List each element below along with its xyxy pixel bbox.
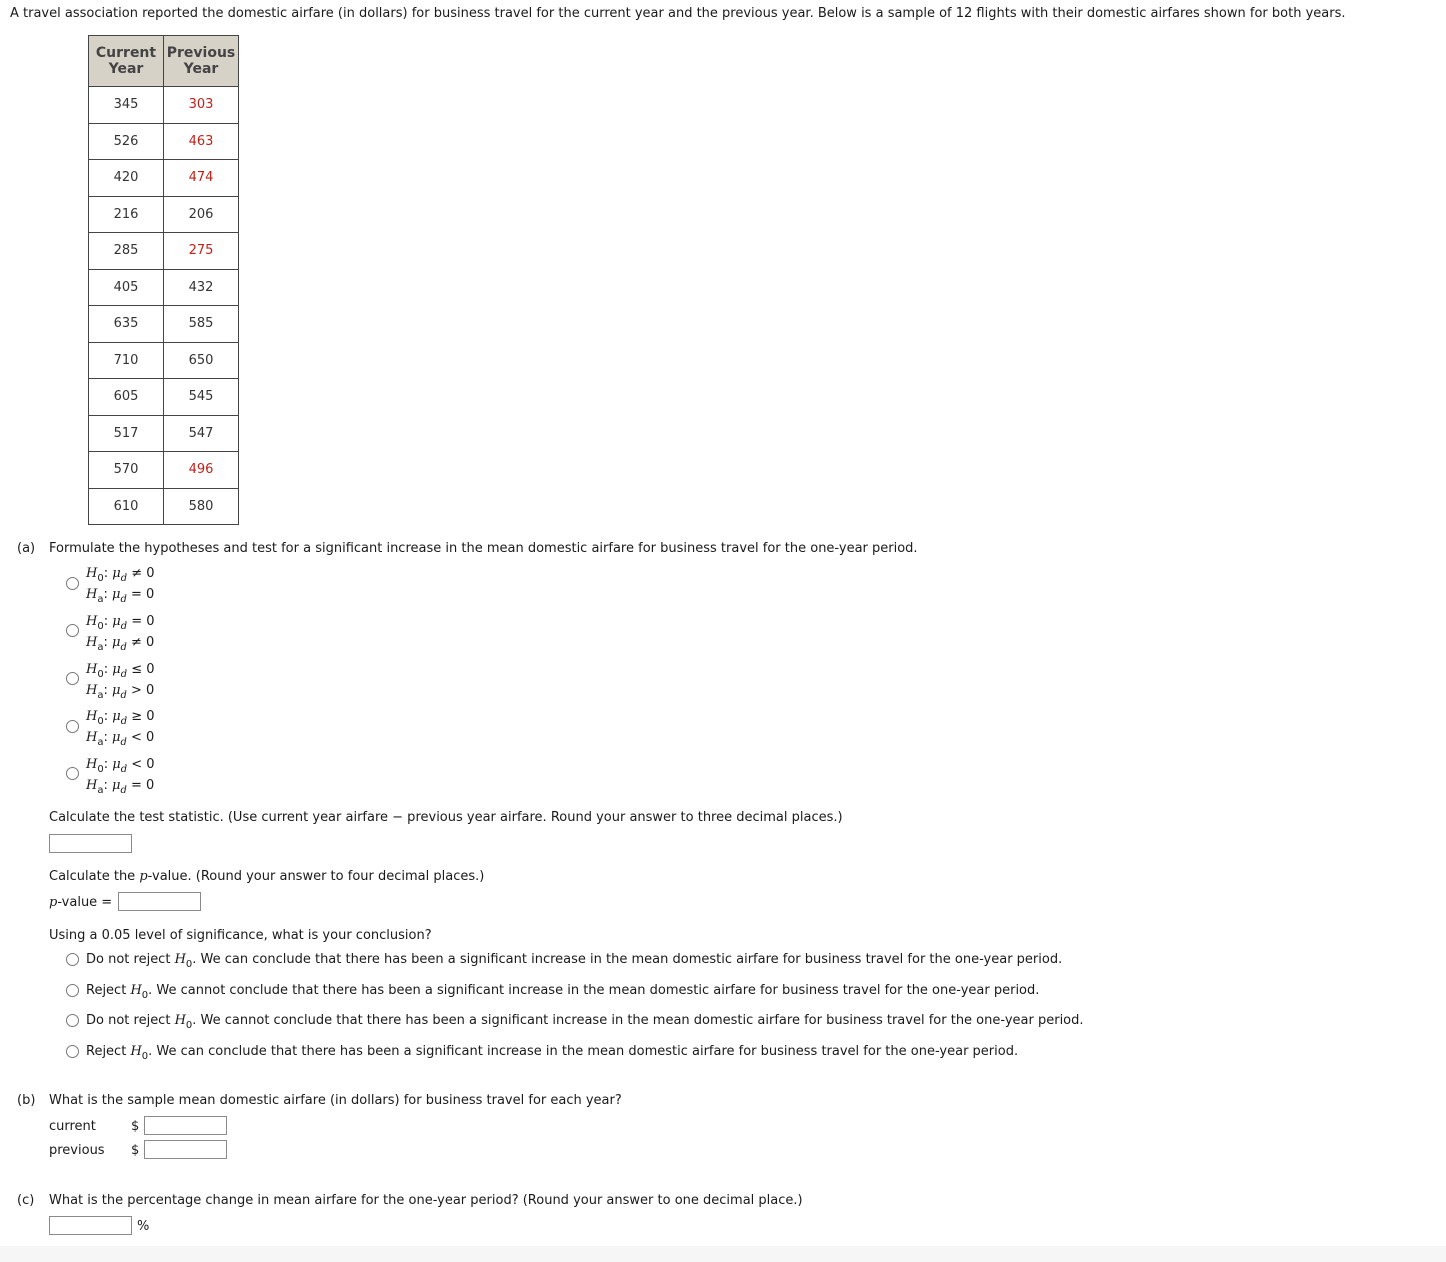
table-row	[89, 415, 239, 452]
table-row	[89, 342, 239, 379]
h0-relation: ≤ 0	[131, 662, 155, 677]
cell-previous: 585	[164, 306, 239, 343]
cell-current: 635	[89, 306, 164, 343]
pvalue-prompt-p: p	[139, 869, 148, 884]
current-mean-input[interactable]	[144, 1116, 227, 1135]
cell-previous: 206	[164, 196, 239, 233]
ha-relation: ≠ 0	[131, 635, 155, 650]
header-current-line2: Year	[108, 61, 144, 77]
hypothesis-option-2[interactable]: $H_0$: $\mu_d = 0$ $H_a$: $\mu_d \ne 0$	[86, 614, 155, 653]
conclusion-option-2[interactable]: Reject $H_0$. We cannot conclude that there has been a significant increase in the mean domestic airfare for business travel for the one-year period.	[86, 983, 1040, 1001]
pvalue-prompt-post: -value. (Round your answer to four decimal places.)	[147, 869, 485, 884]
cell-current: 285	[89, 233, 164, 270]
airfare-table	[88, 35, 239, 525]
previous-mean-input[interactable]	[144, 1140, 227, 1159]
table-row	[89, 233, 239, 270]
table-row	[89, 306, 239, 343]
h0-relation: ≥ 0	[131, 709, 155, 724]
hypothesis-option-2-radio[interactable]	[66, 624, 79, 637]
cell-previous: 275	[164, 233, 239, 270]
previous-dollar-sign: $	[131, 1143, 140, 1158]
cell-previous: 474	[164, 160, 239, 197]
hypothesis-option-4[interactable]: $H_0$: $\mu_d \ge 0$ $H_a$: $\mu_d < 0$	[86, 709, 155, 748]
pvalue-label-p: p	[49, 895, 58, 910]
page-bottom-bar	[0, 1246, 1446, 1262]
table-row	[89, 196, 239, 233]
pvalue-prompt	[49, 869, 484, 884]
cell-current: 517	[89, 415, 164, 452]
ha-relation: < 0	[131, 730, 155, 745]
pvalue-label-rest: -value =	[57, 895, 113, 910]
conclusion-post: . We cannot conclude that there has been a significant increase in the mean domestic airfare for business travel for the one-year period.	[148, 983, 1040, 998]
cell-current: 405	[89, 269, 164, 306]
hypothesis-option-5[interactable]: $H_0$: $\mu_d < 0$ $H_a$: $\mu_d = 0$	[86, 757, 155, 796]
ha-relation: = 0	[131, 587, 155, 602]
cell-previous: 580	[164, 488, 239, 525]
cell-previous: 303	[164, 87, 239, 124]
conclusion-pre: Reject	[86, 983, 131, 998]
table-row	[89, 87, 239, 124]
header-previous-year	[164, 36, 239, 87]
cell-previous: 432	[164, 269, 239, 306]
part-b-label: (b)	[17, 1093, 36, 1108]
pvalue-input[interactable]	[118, 892, 201, 911]
ha-relation: > 0	[131, 683, 155, 698]
part-a-label: (a)	[17, 541, 36, 556]
cell-current: 526	[89, 123, 164, 160]
test-statistic-input[interactable]	[49, 834, 132, 853]
conclusion-post: . We can conclude that there has been a significant increase in the mean domestic airfare for business travel for the one-year period.	[148, 1044, 1019, 1059]
table-row	[89, 269, 239, 306]
header-previous-line1: Previous	[166, 45, 236, 61]
hypothesis-option-3[interactable]: $H_0$: $\mu_d \le 0$ $H_a$: $\mu_d > 0$	[86, 662, 155, 701]
percent-change-input[interactable]	[49, 1216, 132, 1235]
h0-relation: < 0	[131, 757, 155, 772]
header-current-year	[89, 36, 164, 87]
cell-previous: 547	[164, 415, 239, 452]
cell-current: 570	[89, 452, 164, 489]
cell-previous: 545	[164, 379, 239, 416]
part-b-question: What is the sample mean domestic airfare (in dollars) for business travel for each year?	[49, 1093, 622, 1108]
h0-relation: ≠ 0	[131, 566, 155, 581]
part-c-label: (c)	[17, 1193, 35, 1208]
pvalue-label	[49, 895, 112, 910]
conclusion-option-2-radio[interactable]	[66, 984, 79, 997]
conclusion-option-4-radio[interactable]	[66, 1045, 79, 1058]
cell-current: 216	[89, 196, 164, 233]
conclusion-post: . We can conclude that there has been a significant increase in the mean domestic airfare for business travel for the one-year period.	[192, 952, 1063, 967]
conclusion-option-3-radio[interactable]	[66, 1014, 79, 1027]
pvalue-prompt-pre: Calculate the	[49, 869, 140, 884]
table-row	[89, 123, 239, 160]
conclusion-option-3[interactable]: Do not reject $H_0$. We cannot conclude that there has been a significant increase in the mean domestic airfare for business travel for the one-year period.	[86, 1013, 1084, 1031]
table-row	[89, 160, 239, 197]
percent-sign: %	[137, 1219, 150, 1234]
cell-current: 605	[89, 379, 164, 416]
previous-label: previous	[49, 1143, 105, 1158]
hypothesis-option-4-radio[interactable]	[66, 720, 79, 733]
conclusion-pre: Reject	[86, 1044, 131, 1059]
cell-current: 610	[89, 488, 164, 525]
table-row	[89, 452, 239, 489]
part-a-question: Formulate the hypotheses and test for a significant increase in the mean domestic airfare for business travel for the one-year period.	[49, 541, 918, 556]
current-dollar-sign: $	[131, 1119, 140, 1134]
table-row	[89, 488, 239, 525]
test-statistic-prompt: Calculate the test statistic. (Use current year airfare − previous year airfare. Round your answer to three decimal places.)	[49, 810, 843, 825]
conclusion-option-1[interactable]: Do not reject $H_0$. We can conclude that there has been a significant increase in the mean domestic airfare for business travel for the one-year period.	[86, 952, 1063, 970]
cell-current: 710	[89, 342, 164, 379]
cell-previous: 496	[164, 452, 239, 489]
conclusion-post: . We cannot conclude that there has been a significant increase in the mean domestic airfare for business travel for the one-year period.	[192, 1013, 1084, 1028]
hypothesis-option-3-radio[interactable]	[66, 672, 79, 685]
cell-current: 345	[89, 87, 164, 124]
table-row	[89, 379, 239, 416]
hypothesis-option-1[interactable]: $H_0$: $\mu_d \ne 0$ $H_a$: $\mu_d = 0$	[86, 566, 155, 605]
cell-current: 420	[89, 160, 164, 197]
header-previous-line2: Year	[183, 61, 219, 77]
part-c-question: What is the percentage change in mean airfare for the one-year period? (Round your answer to one decimal place.)	[49, 1193, 803, 1208]
ha-relation: = 0	[131, 778, 155, 793]
hypothesis-option-5-radio[interactable]	[66, 767, 79, 780]
conclusion-prompt: Using a 0.05 level of significance, what is your conclusion?	[49, 928, 432, 943]
cell-previous: 463	[164, 123, 239, 160]
intro-text: A travel association reported the domestic airfare (in dollars) for business travel for the current year and the previous year. Below is a sample of 12 flights with their domestic airfares shown for both years.	[10, 6, 1346, 21]
conclusion-option-4[interactable]: Reject $H_0$. We can conclude that there has been a significant increase in the mean domestic airfare for business travel for the one-year period.	[86, 1044, 1019, 1062]
conclusion-pre: Do not reject	[86, 952, 175, 967]
current-label: current	[49, 1119, 96, 1134]
header-current-line1: Current	[95, 45, 157, 61]
cell-previous: 650	[164, 342, 239, 379]
conclusion-option-1-radio[interactable]	[66, 953, 79, 966]
h0-relation: = 0	[131, 614, 155, 629]
hypothesis-option-1-radio[interactable]	[66, 577, 79, 590]
conclusion-pre: Do not reject	[86, 1013, 175, 1028]
